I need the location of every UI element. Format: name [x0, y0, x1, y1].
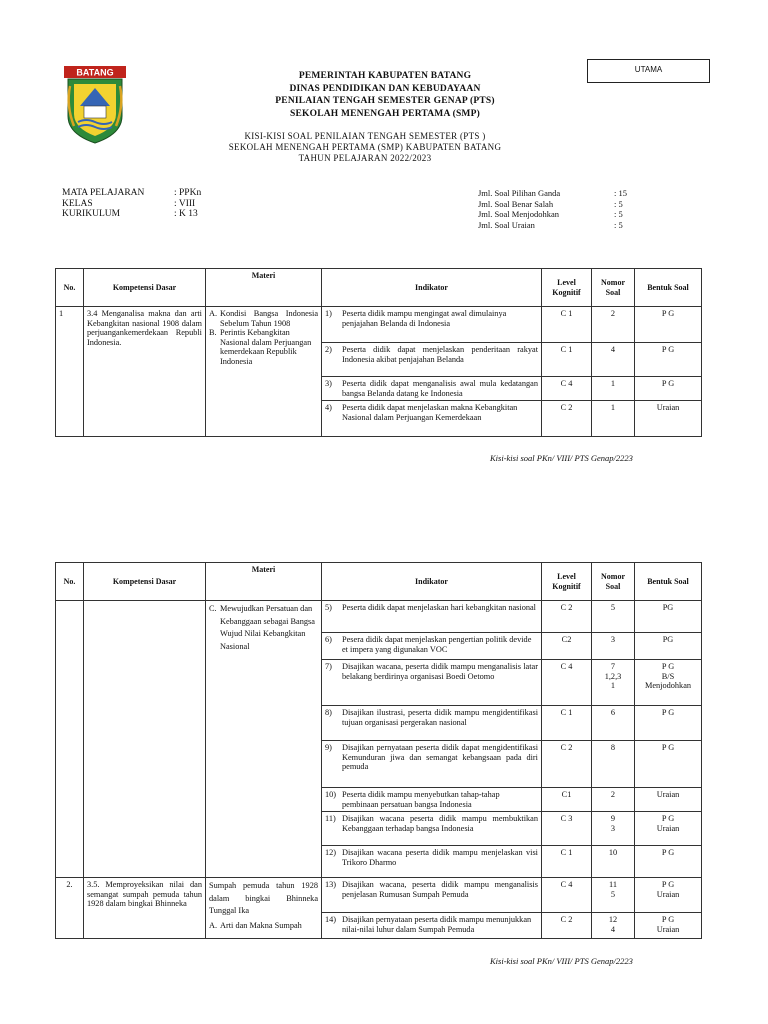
- table-row: [56, 878, 702, 913]
- materi-item: [209, 603, 318, 653]
- materi-item: [209, 328, 318, 366]
- materi-text: Kondisi Bangsa Indonesia Sebelum Tahun 1908: [220, 309, 318, 328]
- subheader-line: TAHUN PELAJARAN 2022/2023: [298, 153, 432, 163]
- bentuk-cell: PG: [635, 601, 702, 633]
- bentuk-cell: P G Uraian: [635, 913, 702, 939]
- indikator-text: Disajikan pernyataan peserta didik dapat mengidentifikasi Kemunduran jiwa dan semangat kebangsaan pada diri pemuda: [342, 743, 538, 772]
- info-key: KELAS: [62, 198, 93, 209]
- subheader-line: SEKOLAH MENENGAH PERTAMA (SMP) KABUPATEN BATANG: [228, 142, 502, 152]
- indikator-cell: [322, 812, 542, 846]
- info-value: : VIII: [174, 198, 196, 209]
- level-cell: C 4: [542, 878, 592, 913]
- indikator-number: 2): [325, 345, 332, 354]
- row-materi: [206, 878, 322, 939]
- count-row: [478, 199, 627, 210]
- nomor-cell: 4: [592, 343, 635, 377]
- count-row: [478, 188, 627, 199]
- info-row: [62, 188, 201, 199]
- bentuk-cell: P G Uraian: [635, 878, 702, 913]
- bentuk-cell: P G Uraian: [635, 812, 702, 846]
- indikator-text: Disajikan pernyataan peserta didik mampu menunjukkan nilai-nilai luhur dalam Sumpah Pemuda: [342, 915, 532, 934]
- indikator-cell: [322, 846, 542, 878]
- header-no: No.: [56, 563, 84, 601]
- count-key: Jml. Soal Menjodohkan: [478, 209, 559, 219]
- question-count-info: [478, 188, 627, 230]
- row-no: 1: [56, 307, 84, 437]
- nomor-cell: 9 3: [592, 812, 635, 846]
- indikator-number: 14): [325, 915, 337, 925]
- indikator-cell: [322, 601, 542, 633]
- indikator-number: 10): [325, 790, 337, 799]
- header-line: PEMERINTAH KABUPATEN BATANG: [298, 71, 472, 81]
- materi-marker: C.: [209, 604, 217, 613]
- indikator-number: 6): [325, 635, 332, 644]
- header-line: DINAS PENDIDIKAN DAN KEBUDAYAAN: [289, 83, 481, 94]
- nomor-cell: 1: [592, 401, 635, 437]
- row-materi: [206, 601, 322, 878]
- bentuk-cell: P G: [635, 377, 702, 401]
- bentuk-cell: P G B/S Menjodohkan: [635, 660, 702, 706]
- count-row: [478, 209, 627, 220]
- level-cell: C2: [542, 633, 592, 660]
- info-key: KURIKULUM: [62, 209, 121, 219]
- level-cell: C 1: [542, 343, 592, 377]
- row-kd: 3.4 Menganalisa makna dan arti Kebangkitan nasional 1908 dalam perjuangankemerdekaan Republi Indonesia.: [84, 307, 206, 437]
- table-row: [56, 601, 702, 633]
- row-no: [56, 601, 84, 878]
- table-header-row: [56, 269, 702, 307]
- header-nomor: Nomor Soal: [592, 563, 635, 601]
- row-kd: 3.5. Memproyeksikan nilai dan semangat sumpah pemuda tahun 1928 dalam bingkai Bhinneka: [84, 878, 206, 939]
- nomor-cell: 3: [592, 633, 635, 660]
- count-value: : 5: [614, 198, 623, 209]
- level-cell: C 2: [542, 913, 592, 939]
- materi-text: Mewujudkan Persatuan dan Kebanggaan sebagai Bangsa Wujud Nilai Kebangkitan Nasional: [220, 604, 315, 651]
- info-row: [62, 209, 201, 220]
- level-cell: C 4: [542, 660, 592, 706]
- indikator-text: Peserta didik dapat menjelaskan penderitaan rakyat Indonesia akibat penjajahan Belanda: [342, 345, 538, 364]
- info-row: [62, 199, 201, 210]
- count-value: : 15: [614, 188, 627, 198]
- header-line: PENILAIAN TENGAH SEMESTER GENAP (PTS): [275, 96, 495, 106]
- indikator-text: Disajikan wacana, peserta didik mampu menganalisis latar belakang berdirinya organisasi Boedi Oetomo: [342, 662, 538, 681]
- nomor-cell: 5: [592, 601, 635, 633]
- materi-marker: A.: [209, 309, 218, 318]
- bentuk-cell: Uraian: [635, 401, 702, 437]
- count-row: [478, 220, 627, 231]
- document-header: [140, 70, 630, 120]
- document-subheader: [140, 131, 590, 164]
- indikator-text: Disajikan wacana peserta didik mampu menjelaskan visi Trikoro Dharmo: [342, 848, 538, 867]
- page-footer: Kisi-kisi soal PKn/ VIII/ PTS Genap/2223: [490, 956, 633, 966]
- indikator-number: 5): [325, 603, 332, 612]
- bentuk-cell: PG: [635, 633, 702, 660]
- count-key: Jml. Soal Pilihan Ganda: [478, 188, 561, 198]
- subject-info: [62, 188, 201, 220]
- indikator-text: Disajikan ilustrasi, peserta didik mampu mengidentifikasi tujuan organisasi pergerakan nasional: [342, 708, 538, 727]
- indikator-cell: [322, 741, 542, 788]
- count-value: : 5: [614, 219, 623, 230]
- header-kd: Kompetensi Dasar: [84, 269, 206, 307]
- level-cell: C1: [542, 788, 592, 812]
- level-cell: C 4: [542, 377, 592, 401]
- indikator-text: Disajikan wacana peserta didik mampu membuktikan Kebanggaan terhadap bangsa Indonesia: [342, 814, 538, 833]
- info-value: : PPKn: [174, 188, 202, 198]
- table-row: [56, 307, 702, 343]
- indikator-cell: [322, 343, 542, 377]
- indikator-cell: [322, 377, 542, 401]
- count-key: Jml. Soal Benar Salah: [478, 198, 554, 209]
- table-header-row: [56, 563, 702, 601]
- kisi-table-page-2: [55, 562, 702, 939]
- header-bentuk: Bentuk Soal: [635, 563, 702, 601]
- materi-text: Perintis Kebangkitan Nasional dalam Perjuangan kemerdekaan Republik Indonesia: [220, 328, 312, 366]
- row-kd: [84, 601, 206, 878]
- indikator-number: 8): [325, 708, 332, 717]
- materi-marker: B.: [209, 328, 217, 338]
- utama-badge: UTAMA: [587, 59, 710, 83]
- level-cell: C 1: [542, 846, 592, 878]
- header-materi: Materi: [206, 269, 322, 307]
- materi-item: [209, 921, 318, 931]
- nomor-cell: 11 5: [592, 878, 635, 913]
- indikator-cell: [322, 878, 542, 913]
- row-no: 2.: [56, 878, 84, 939]
- info-value: : K 13: [174, 209, 198, 219]
- indikator-number: 12): [325, 848, 337, 858]
- indikator-number: 1): [325, 309, 332, 318]
- subheader-line: KISI-KISI SOAL PENILAIAN TENGAH SEMESTER (PTS ): [244, 131, 486, 141]
- header-line: SEKOLAH MENENGAH PERTAMA (SMP): [290, 108, 480, 119]
- level-cell: C 1: [542, 307, 592, 343]
- materi-item: [209, 309, 318, 328]
- indikator-text: Peserta didik dapat menjelaskan makna Kebangkitan Nasional dalam Perjuangan Kemerdekaan: [342, 403, 518, 422]
- materi-marker: A.: [209, 920, 218, 930]
- materi-text: Arti dan Makna Sumpah: [220, 920, 302, 930]
- materi-text: Sumpah pemuda tahun 1928 dalam bingkai Bhinneka Tunggal Ika: [209, 881, 318, 916]
- indikator-text: Pesera didik dapat menjelaskan pengertian politik devide et impera yang digunakan VOC: [342, 635, 532, 654]
- nomor-cell: 8: [592, 741, 635, 788]
- indikator-cell: [322, 633, 542, 660]
- bentuk-cell: P G: [635, 706, 702, 741]
- bentuk-cell: P G: [635, 846, 702, 878]
- indikator-cell: [322, 788, 542, 812]
- info-key: MATA PELAJARAN: [62, 188, 145, 198]
- svg-text:BATANG: BATANG: [76, 67, 114, 78]
- nomor-cell: 1: [592, 377, 635, 401]
- indikator-text: Peserta didik dapat menganalisis awal mula kedatangan bangsa Belanda datang ke Indonesia: [342, 379, 538, 398]
- bentuk-cell: P G: [635, 741, 702, 788]
- indikator-number: 7): [325, 662, 332, 671]
- nomor-cell: 7 1,2,3 1: [592, 660, 635, 706]
- nomor-cell: 12 4: [592, 913, 635, 939]
- indikator-cell: [322, 307, 542, 343]
- bentuk-cell: Uraian: [635, 788, 702, 812]
- indikator-text: Peserta didik dapat menjelaskan hari kebangkitan nasional: [342, 603, 536, 612]
- batang-regency-logo: [62, 66, 128, 144]
- nomor-cell: 6: [592, 706, 635, 741]
- header-nomor: Nomor Soal: [592, 269, 635, 307]
- indikator-number: 3): [325, 379, 332, 388]
- indikator-text: Peserta didik mampu menyebutkan tahap-tahap pembinaan persatuan bangsa Indonesia: [342, 790, 500, 809]
- level-cell: C 1: [542, 706, 592, 741]
- kisi-table-page-1: [55, 268, 702, 437]
- header-level: Level Kognitif: [542, 563, 592, 601]
- header-materi: Materi: [206, 563, 322, 601]
- indikator-cell: [322, 706, 542, 741]
- header-bentuk: Bentuk Soal: [635, 269, 702, 307]
- indikator-number: 13): [325, 880, 337, 890]
- indikator-text: Disajikan wacana, peserta didik mampu menganalisis penjelasan Rumusan Sumpah Pemuda: [342, 880, 538, 899]
- nomor-cell: 10: [592, 846, 635, 878]
- indikator-cell: [322, 660, 542, 706]
- indikator-text: Peserta didik mampu mengingat awal dimulainya penjajahan Belanda di Indonesia: [342, 309, 507, 328]
- indikator-number: 11): [325, 814, 336, 824]
- indikator-number: 9): [325, 743, 332, 752]
- nomor-cell: 2: [592, 788, 635, 812]
- page-footer: Kisi-kisi soal PKn/ VIII/ PTS Genap/2223: [490, 453, 633, 463]
- count-value: : 5: [614, 209, 623, 219]
- header-no: No.: [56, 269, 84, 307]
- row-materi: [206, 307, 322, 437]
- level-cell: C 2: [542, 601, 592, 633]
- header-kd: Kompetensi Dasar: [84, 563, 206, 601]
- count-key: Jml. Soal Uraian: [478, 219, 535, 230]
- nomor-cell: 2: [592, 307, 635, 343]
- bentuk-cell: P G: [635, 343, 702, 377]
- header-indikator: Indikator: [322, 563, 542, 601]
- level-cell: C 2: [542, 401, 592, 437]
- indikator-cell: [322, 401, 542, 437]
- header-indikator: Indikator: [322, 269, 542, 307]
- indikator-number: 4): [325, 403, 332, 413]
- indikator-cell: [322, 913, 542, 939]
- level-cell: C 3: [542, 812, 592, 846]
- bentuk-cell: P G: [635, 307, 702, 343]
- level-cell: C 2: [542, 741, 592, 788]
- header-level: Level Kognitif: [542, 269, 592, 307]
